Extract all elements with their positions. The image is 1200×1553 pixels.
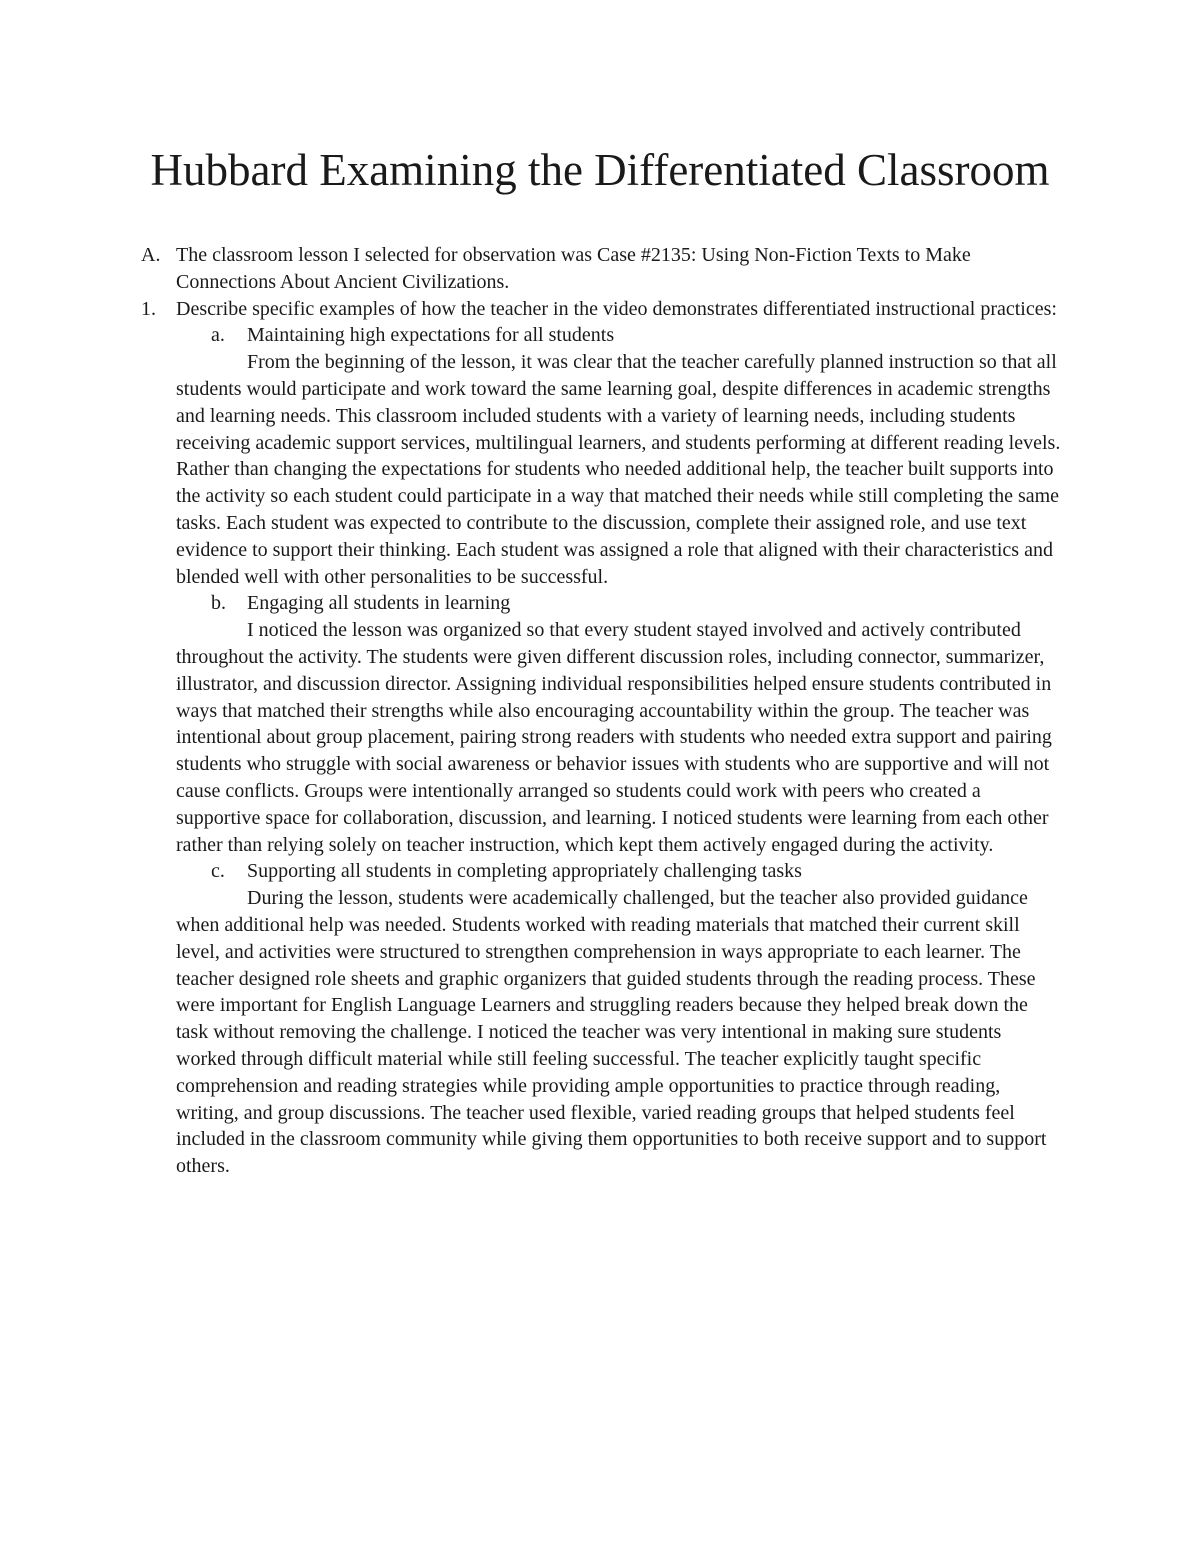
subitem-c-heading: Supporting all students in completing appropriately challenging tasks bbox=[247, 860, 802, 883]
subitem-a-heading-row bbox=[211, 322, 1061, 349]
subitem-c-heading-row bbox=[211, 858, 1061, 885]
subitem-a-marker: a. bbox=[211, 324, 225, 347]
subitem-c bbox=[176, 858, 1061, 1180]
question-1 bbox=[141, 296, 1061, 1180]
subitem-b-paragraph: I noticed the lesson was organized so that every student stayed involved and actively contributed throughout the activity. The students were given different discussion roles, including connector, summarizer, illustrator, and discussion director. Assigning individual responsibilities helped ensure students contributed in ways that matched their strengths while also encouraging accountability within the group. The teacher was intentional about group placement, pairing strong readers with students who needed extra support and pairing students who struggle with social awareness or behavior issues with students who are supportive and will not cause conflicts. Groups were intentionally arranged so students could work with peers who created a supportive space for collaboration, discussion, and learning. I noticed students were learning from each other rather than relying solely on teacher instruction, which kept them actively engaged during the activity. bbox=[176, 619, 1052, 856]
question-1-text: Describe specific examples of how the teacher in the video demonstrates differentiated instructional practices: bbox=[176, 297, 1057, 320]
subitem-c-paragraph: During the lesson, students were academically challenged, but the teacher also provided guidance when additional help was needed. Students worked with reading materials that matched their current skill level, and activities were structured to strengthen comprehension in ways appropriate to each learner. The teacher designed role sheets and graphic organizers that guided students through the reading process. These were important for English Language Learners and struggling readers because they helped break down the task without removing the challenge. I noticed the teacher was very intentional in making sure students worked through difficult material while still feeling successful. The teacher explicitly taught specific comprehension and reading strategies while providing ample opportunities to practice through reading, writing, and group discussions. The teacher used flexible, varied reading groups that helped students feel included in the classroom community while giving them opportunities to both receive support and to support others. bbox=[176, 887, 1047, 1178]
question-1-marker: 1. bbox=[141, 297, 156, 320]
subitem-b bbox=[176, 590, 1061, 858]
section-a-marker: A. bbox=[141, 244, 161, 266]
subitem-b-marker: b. bbox=[211, 592, 226, 615]
subitem-b-heading-row bbox=[211, 590, 1061, 617]
subitem-a bbox=[176, 322, 1061, 590]
section-a bbox=[141, 242, 1061, 1180]
document-title: Hubbard Examining the Differentiated Classroom bbox=[150, 145, 1050, 195]
subitem-a-heading: Maintaining high expectations for all students bbox=[247, 324, 615, 347]
subitem-b-heading: Engaging all students in learning bbox=[247, 592, 511, 615]
subitem-c-marker: c. bbox=[211, 860, 225, 883]
subitem-a-paragraph: From the beginning of the lesson, it was clear that the teacher carefully planned instruction so that all students would participate and work toward the same learning goal, despite differences in academic strengths and learning needs. This classroom included students with a variety of learning needs, including students receiving academic support services, multilingual learners, and students performing at different reading levels. Rather than changing the expectations for students who needed additional help, the teacher built supports into the activity so each student could participate in a way that matched their needs while still completing the same tasks. Each student was expected to contribute to the discussion, complete their assigned role, and use text evidence to support their thinking. Each student was assigned a role that aligned with their characteristics and blended well with other personalities to be successful. bbox=[176, 351, 1061, 588]
section-a-text: The classroom lesson I selected for observation was Case #2135: Using Non-Fiction Texts to Make Connections About Ancient Civilizations. bbox=[176, 244, 971, 293]
